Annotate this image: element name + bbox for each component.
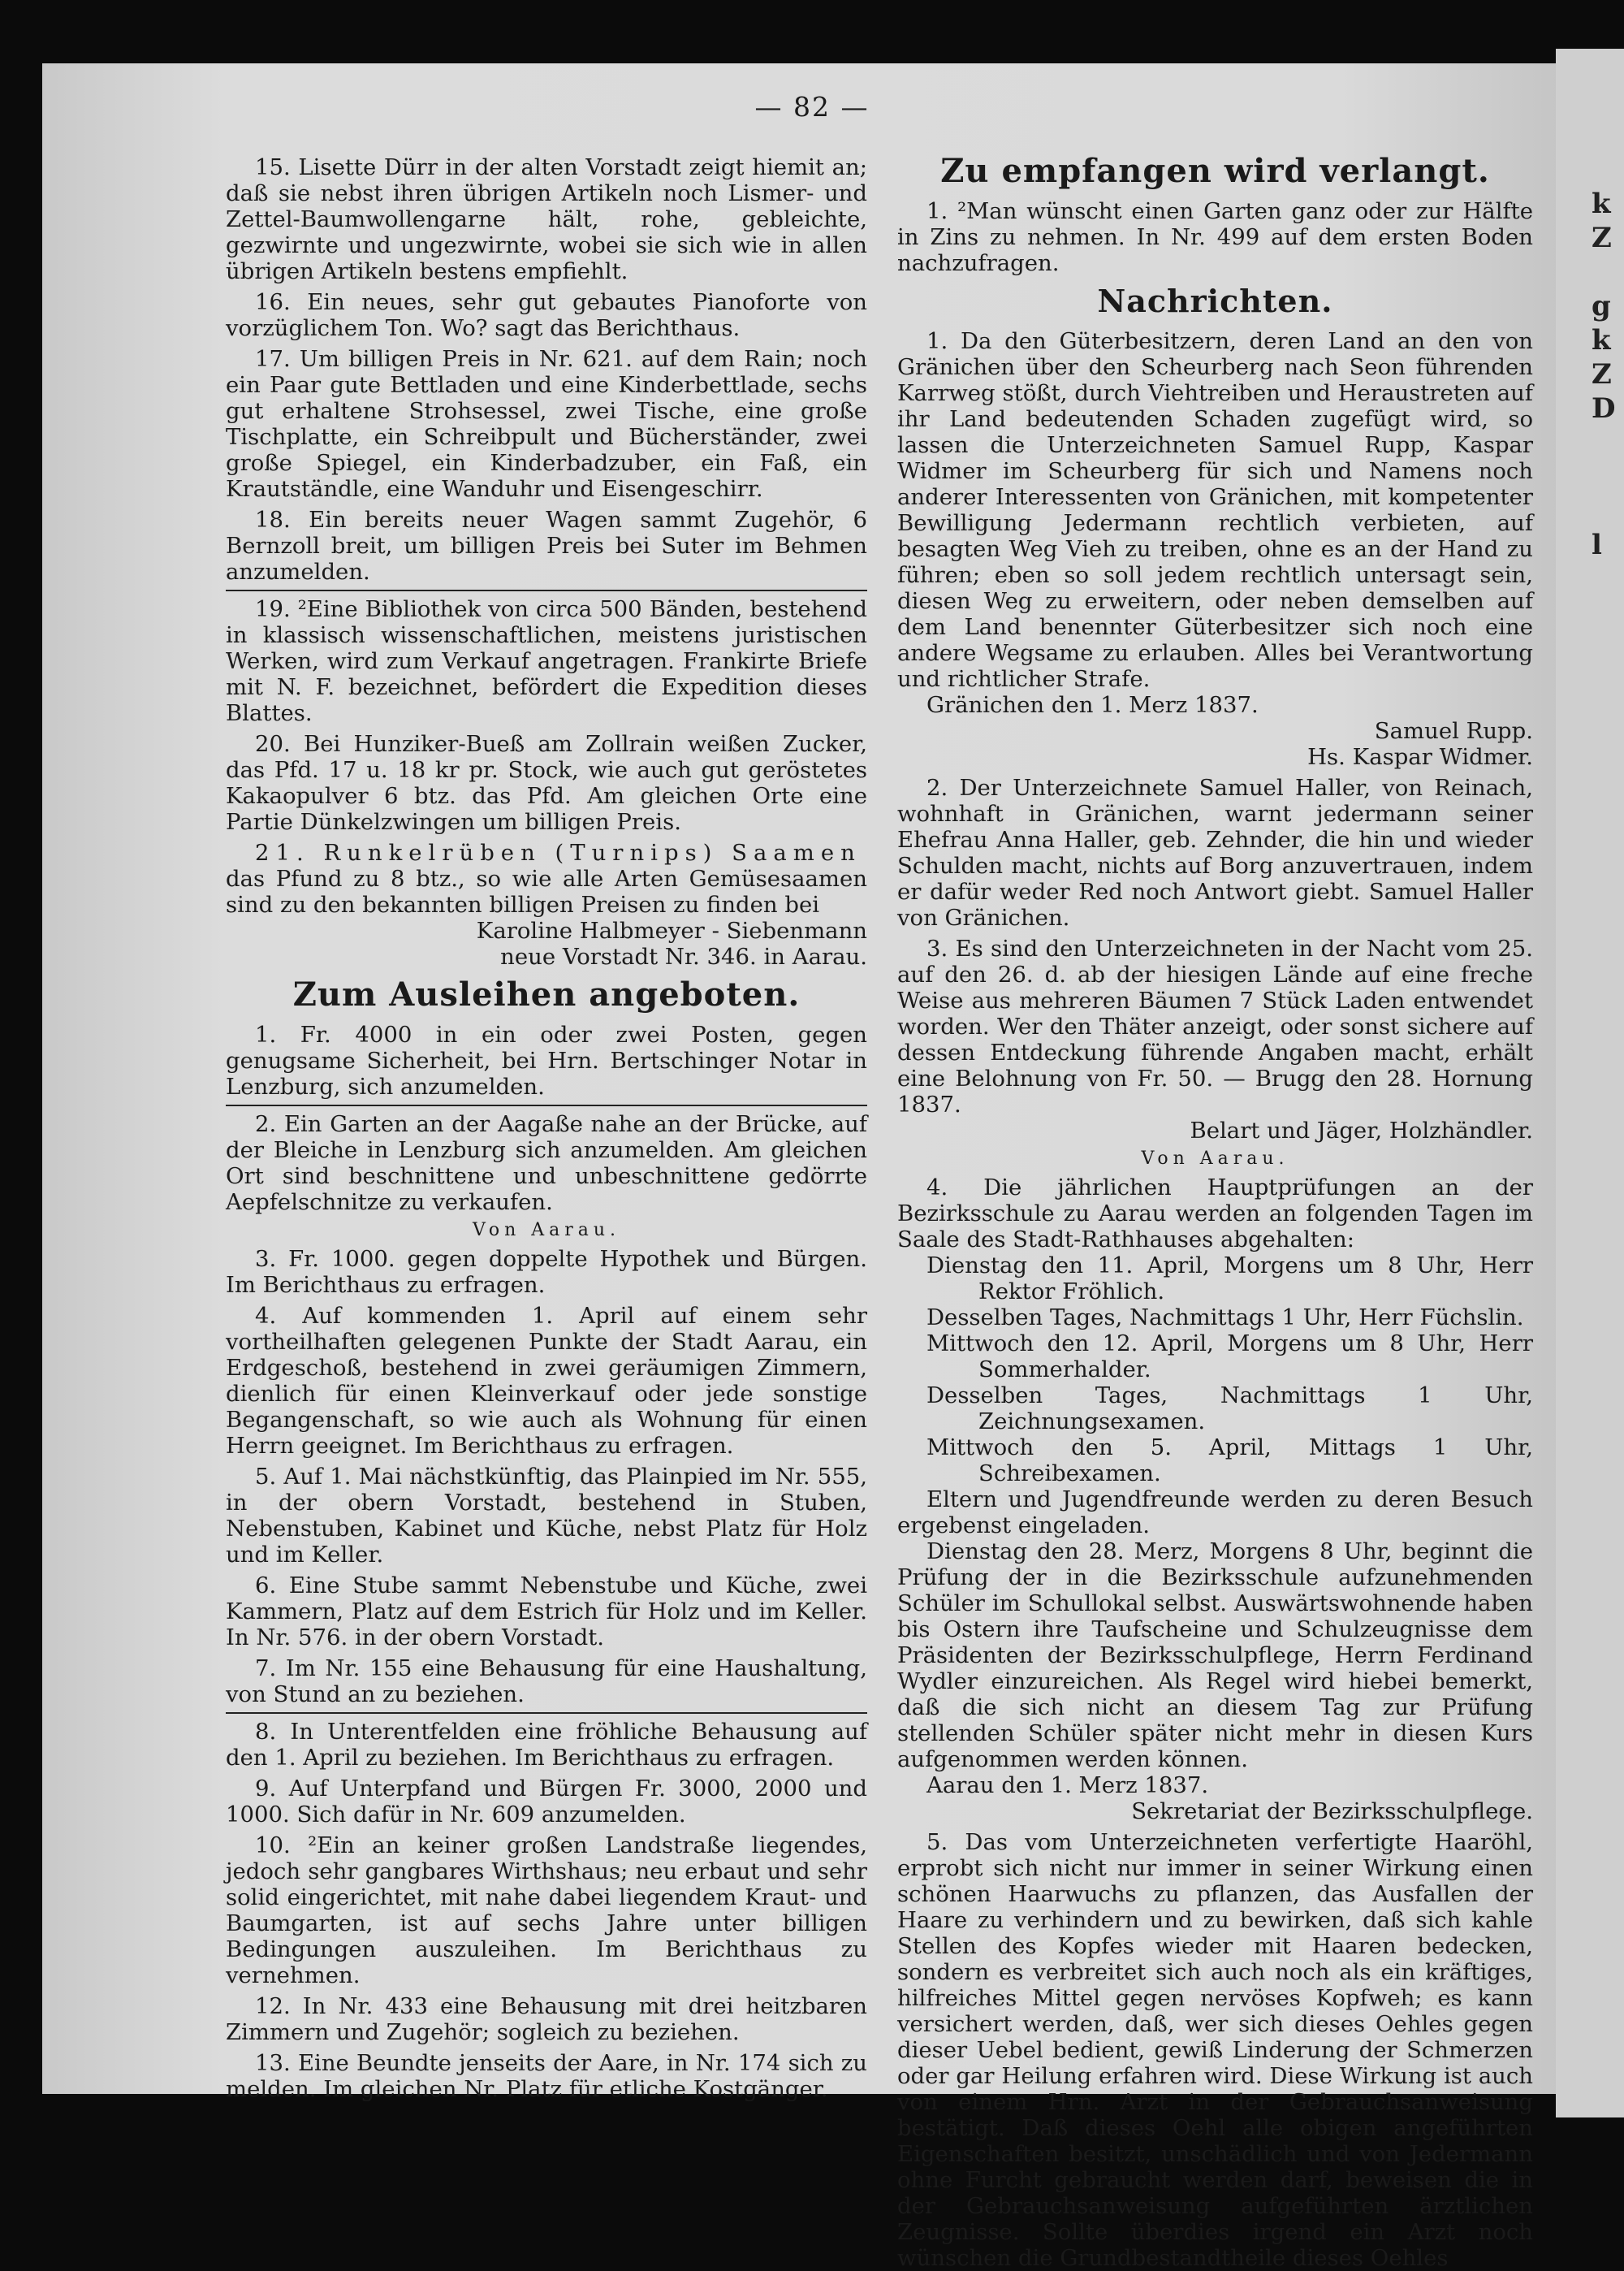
news-item-4-signature: Sekretariat der Bezirksschulpflege. bbox=[1131, 1798, 1533, 1824]
news-item-2: 2. Der Unterzeichnete Samuel Haller, von Reinach, wohnhaft in Gränichen, warnt jedermann seiner Ehefrau Anna Haller, geb. Zehnder, die hin und wieder Schulden macht, nichts auf Borg anzuvertrauen, indem er dafür weder Red noch Antwort giebt. Samuel Haller von Gränichen. bbox=[897, 775, 1533, 931]
page-number: — 82 — bbox=[754, 91, 870, 123]
loan-item-7: 7. Im Nr. 155 eine Behausung für eine Haushaltung, von Stund an zu beziehen. bbox=[226, 1655, 867, 1707]
loan-item-13: 13. Eine Beundte jenseits der Aare, in Nr. 174 sich zu melden. Im gleichen Nr. Platz für etliche Kostgänger. bbox=[226, 2050, 867, 2102]
loan-item-10: 10. ²Ein an keiner großen Landstraße liegendes, jedoch sehr gangbares Wirthshaus; neu erbaut und sehr solid eingerichtet, mit nahe dabei liegendem Kraut- und Baumgarten, ist auf sechs Jahre unter billigen Bedingungen auszuleihen. Im Berichthaus zu vernehmen. bbox=[226, 1832, 867, 1988]
loan-item-6: 6. Eine Stube sammt Nebenstube und Küche, zwei Kammern, Platz auf dem Estrich für Holz und im Keller. In Nr. 576. in der obern Vorstadt. bbox=[226, 1572, 867, 1650]
ad-item-15: 15. Lisette Dürr in der alten Vorstadt zeigt hiemit an; daß sie nebst ihren übrigen Artikeln noch Lismer- und Zettel-Baumwollengarne hält, rohe, gebleichte, gezwirnte und ungezwirnte, wobei sie sich wie in allen übrigen Artikeln bestens empfiehlt. bbox=[226, 154, 867, 284]
ad-item-21-signature-address: neue Vorstadt Nr. 346. in Aarau. bbox=[500, 944, 867, 970]
news-item-4-invitation: Eltern und Jugendfreunde werden zu deren Besuch ergebenst eingeladen. bbox=[897, 1486, 1533, 1538]
section-heading-ausleihen: Zum Ausleihen angeboten. bbox=[292, 975, 801, 1014]
section-heading-nachrichten: Nachrichten. bbox=[1097, 283, 1333, 319]
adjacent-page-fragment: k Z g k Z D l bbox=[1592, 188, 1616, 561]
news-item-1: 1. Da den Güterbesitzern, deren Land an den von Gränichen über den Scheurberg nach Seon führenden Karrweg stößt, durch Viehtreiben und Heraustreten auf ihr Land bedeutenden Schaden zugefügt wird, so lassen die Unterzeichneten Samuel Rupp, Kaspar Widmer im Scheurberg für sich und Namens noch anderer Interessenten von Gränichen, mit kompetenter Bewilligung Jedermann rechtlich verbieten, auf besagten Weg Vieh zu treiben, ohne es an der Hand zu führen; eben so soll jedem rechtlich untersagt sein, diesen Weg zu erweitern, oder neben demselben auf dem Land benennter Güterbesitzer sich noch eine andere Wegsame zu erlauben. Alles bei Verantwortung und richtlicher Strafe. bbox=[897, 328, 1533, 692]
right-column bbox=[897, 154, 1533, 2271]
loan-item-9: 9. Auf Unterpfand und Bürgen Fr. 3000, 2000 und 1000. Sich dafür in Nr. 609 anzumelden. bbox=[226, 1776, 867, 1828]
news-item-1-signature-1: Samuel Rupp. bbox=[1374, 718, 1533, 744]
exam-schedule-line: Mittwoch den 5. April, Mittags 1 Uhr, Schreibexamen. bbox=[926, 1434, 1533, 1486]
adjacent-page-edge bbox=[1556, 49, 1624, 2117]
ad-item-21-heading: 21. Runkelrüben (Turnips) Saamen bbox=[255, 840, 862, 866]
loan-item-4: 4. Auf kommenden 1. April auf einem sehr vortheilhaften gelegenen Punkte der Stadt Aarau, ein Erdgeschoß, bestehend in zwei geräumigen Zimmern, dienlich für einen Kleinverkauf oder jede sonstige Begangenschaft, so wie auch als Wohnung für einen Herrn geeignet. Im Berichthaus zu erfragen. bbox=[226, 1303, 867, 1459]
left-column bbox=[226, 154, 867, 2102]
von-aarau-label: Von Aarau. bbox=[472, 1220, 621, 1240]
exam-schedule-line: Dienstag den 11. April, Morgens um 8 Uhr, Herr Rektor Fröhlich. bbox=[926, 1252, 1533, 1304]
loan-item-2: 2. Ein Garten an der Aagaße nahe an der Brücke, auf der Bleiche in Lenzburg sich anzumelden. Am gleichen Ort sind beschnittene und unbeschnittene gedörrte Aepfelschnitze zu verkaufen. bbox=[226, 1111, 867, 1215]
loan-item-5: 5. Auf 1. Mai nächstkünftig, das Plainpied im Nr. 555, in der obern Vorstadt, bestehend in Stuben, Nebenstuben, Kabinet und Küche, nebst Platz für Holz und im Keller. bbox=[226, 1464, 867, 1568]
divider bbox=[226, 590, 867, 591]
news-item-1-place-date: Gränichen den 1. Merz 1837. bbox=[926, 692, 1259, 718]
news-item-3: 3. Es sind den Unterzeichneten in der Nacht vom 25. auf den 26. d. ab der hiesigen Lände auf eine freche Weise aus mehreren Bäumen 7 Stück Laden entwendet worden. Wer den Thäter anzeigt, oder sonst sichere auf dessen Entdeckung führende Angaben macht, erhält eine Belohnung von Fr. 50. — Brugg den 28. Hornung 1837. bbox=[897, 936, 1533, 1118]
ad-item-20: 20. Bei Hunziker-Bueß am Zollrain weißen Zucker, das Pfd. 17 u. 18 kr pr. Stock, wie auch gut geröstetes Kakaopulver 6 btz. das Pfd. Am gleichen Orte eine Partie Dünkelzwingen um billigen Preis. bbox=[226, 731, 867, 835]
ad-item-18: 18. Ein bereits neuer Wagen sammt Zugehör, 6 Bernzoll breit, um billigen Preis bei Suter im Behmen anzumelden. bbox=[226, 507, 867, 585]
ad-item-16: 16. Ein neues, sehr gut gebautes Pianoforte von vorzüglichem Ton. Wo? sagt das Berichthaus. bbox=[226, 289, 867, 341]
ad-item-17: 17. Um billigen Preis in Nr. 621. auf dem Rain; noch ein Paar gute Bettladen und eine Kinderbettlade, sechs gut erhaltene Strohsessel, zwei Tische, eine große Tischplatte, ein Schreibpult und Bücherständer, zwei große Spiegel, ein Kinderbadzuber, ein Faß, ein Krautständle, eine Wanduhr und Eisengeschirr. bbox=[226, 346, 867, 502]
want-item-1: 1. ²Man wünscht einen Garten ganz oder zur Hälfte in Zins zu nehmen. In Nr. 499 auf dem ersten Boden nachzufragen. bbox=[897, 198, 1533, 276]
von-aarau-label: Von Aarau. bbox=[1141, 1148, 1289, 1169]
loan-item-12: 12. In Nr. 433 eine Behausung mit drei heitzbaren Zimmern und Zugehör; sogleich zu beziehen. bbox=[226, 1993, 867, 2045]
exam-schedule-line: Mittwoch den 12. April, Morgens um 8 Uhr, Herr Sommerhalder. bbox=[926, 1330, 1533, 1382]
news-item-1-signature-2: Hs. Kaspar Widmer. bbox=[1307, 744, 1533, 770]
news-item-4-details: Dienstag den 28. Merz, Morgens 8 Uhr, beginnt die Prüfung der in die Bezirksschule aufzunehmenden Schüler im Schullokal selbst. Auswärtswohnende haben bis Ostern ihre Taufscheine und Schulzeugnisse dem Präsidenten der Bezirksschulpflege, Herrn Ferdinand Wydler einzureichen. Als Regel wird hiebei bemerkt, daß die sich nicht an diesem Tag zur Prüfung stellenden Schüler später nicht mehr in diesen Kurs aufgenommen werden können. bbox=[897, 1538, 1533, 1772]
exam-schedule-line: Desselben Tages, Nachmittags 1 Uhr, Zeichnungsexamen. bbox=[926, 1382, 1533, 1434]
ad-item-19: 19. ²Eine Bibliothek von circa 500 Bänden, bestehend in klassisch wissenschaftlichen, meistens juristischen Werken, wird zum Verkauf angetragen. Frankirte Briefe mit N. F. bezeichnet, befördert die Expedition dieses Blattes. bbox=[226, 596, 867, 726]
news-item-5: 5. Das vom Unterzeichneten verfertigte Haaröhl, erprobt sich nicht nur immer in seiner Wirkung einen schönen Haarwuchs zu pflanzen, das Ausfallen der Haare zu verhindern und zu bewirken, daß sich kahle Stellen des Kopfes wieder mit Haaren bedecken, sondern es verbreitet sich auch noch als ein kräftiges, hilfreiches Mittel gegen nervöses Kopfweh; es kann versichert werden, daß, wer sich dieses Oehles gegen dieser Uebel bedient, gewiß Linderung der Schmerzen oder gar Heilung erfahren wird. Diese Wirkung ist auch von einem Hrn. Arzt in der Gebrauchsanweisung bestätigt. Daß dieses Oehl alle obigen angeführten Eigenschaften besitzt, unschädlich und von Jedermann ohne Furcht gebraucht werden darf, beweisen die in der Gebrauchsanweisung aufgeführten ärztlichen Zeugnisse. Sollte überdies irgend ein Arzt noch wünschen die Grundbestandtheile dieses Oehles bbox=[897, 1829, 1533, 2271]
news-item-4: 4. Die jährlichen Hauptprüfungen an der Bezirksschule zu Aarau werden an folgenden Tagen im Saale des Stadt-Rathhauses abgehalten: bbox=[897, 1174, 1533, 1252]
divider bbox=[226, 1712, 867, 1714]
loan-item-8: 8. In Unterentfelden eine fröhliche Behausung auf den 1. April zu beziehen. Im Berichthaus zu erfragen. bbox=[226, 1719, 867, 1771]
news-item-3-signature: Belart und Jäger, Holzhändler. bbox=[1190, 1118, 1533, 1144]
ad-item-21-signature-name: Karoline Halbmeyer - Siebenmann bbox=[476, 918, 867, 944]
exam-schedule-line: Desselben Tages, Nachmittags 1 Uhr, Herr Füchslin. bbox=[926, 1304, 1524, 1330]
loan-item-3: 3. Fr. 1000. gegen doppelte Hypothek und Bürgen. Im Berichthaus zu erfragen. bbox=[226, 1246, 867, 1298]
news-item-4-place-date: Aarau den 1. Merz 1837. bbox=[926, 1772, 1209, 1798]
section-heading-verlangt: Zu empfangen wird verlangt. bbox=[940, 152, 1490, 190]
ad-item-21-body: das Pfund zu 8 btz., so wie alle Arten Gemüsesaamen sind zu den bekannten billigen Preisen zu finden bei bbox=[226, 866, 867, 918]
divider bbox=[226, 1105, 867, 1106]
loan-item-1: 1. Fr. 4000 in ein oder zwei Posten, gegen genugsame Sicherheit, bei Hrn. Bertschinger Notar in Lenzburg, sich anzumelden. bbox=[226, 1022, 867, 1100]
